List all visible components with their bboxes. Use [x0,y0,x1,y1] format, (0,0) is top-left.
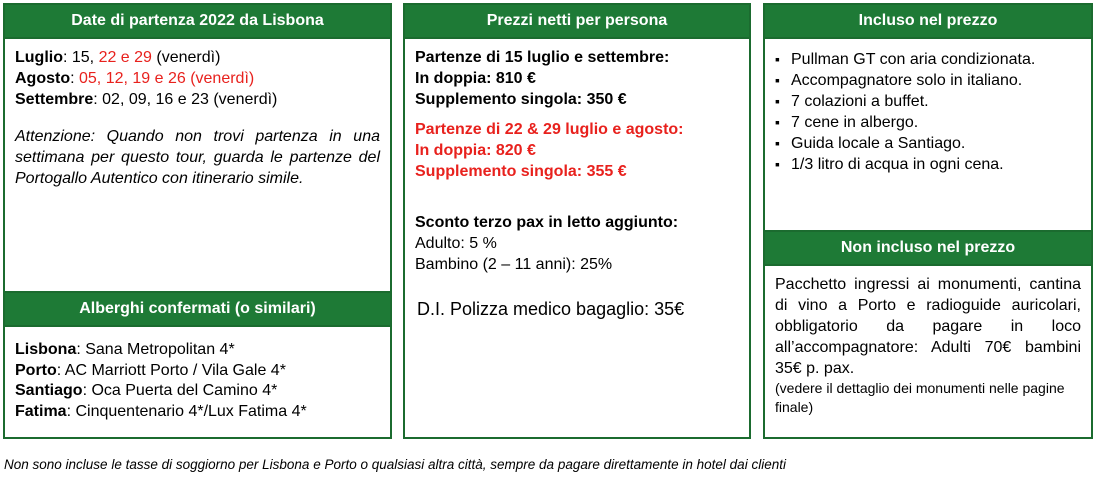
hotel-name: : Oca Puerta del Camino 4* [82,382,278,399]
not-included-panel [763,230,1093,439]
hotel-name: : Cinquentenario 4*/Lux Fatima 4* [66,402,307,420]
departure-note: Attenzione: Quando non trovi partenza in una settimana per questo tour, guarda le partenze del Portogallo Autentico con itinerario simile. [15,128,380,187]
hotel-name: : Sana Metropolitan 4* [76,341,235,358]
price-group2-single: Supplemento singola: 355 € [415,163,627,180]
agosto-line [15,68,380,89]
luglio-red-dates: 22 e 29 [98,49,152,66]
discount-adult: Adulto: 5 % [415,235,497,252]
hotel-row [15,381,380,402]
not-included-body [765,266,1091,425]
included-title: Incluso nel prezzo [765,5,1091,39]
hotel-row [15,361,380,382]
hotels-title: Alberghi confermati (o similari) [5,293,390,327]
hotel-row [15,340,380,361]
price-group1-double: In doppia: 810 € [415,70,536,87]
included-item: ▪ 1/3 litro di acqua in ogni cena. [775,154,1081,175]
included-item: ▪ Accompagnatore solo in italiano. [775,70,1081,91]
not-included-title: Non incluso nel prezzo [765,232,1091,266]
hotels-list [5,327,390,430]
settembre-line [15,89,380,110]
departure-dates-panel [3,3,392,293]
spacer [415,182,739,212]
hotel-city: Porto [15,361,57,379]
prices-panel [403,3,751,439]
price-group1-single: Supplemento singola: 350 € [415,91,627,108]
hotels-panel [3,291,392,439]
spacer [415,110,739,119]
luglio-line [15,47,380,68]
included-item: ▪ 7 cene in albergo. [775,112,1081,133]
included-panel [763,3,1093,232]
price-group1-heading: Partenze di 15 luglio e settembre: [415,49,670,66]
price-group2-double: In doppia: 820 € [415,142,536,159]
departure-dates-title: Date di partenza 2022 da Lisbona [5,5,390,39]
included-body [765,39,1091,183]
luglio-label: Luglio [15,49,63,66]
footer-note: Non sono incluse le tasse di soggiorno per Lisbona e Porto o qualsiasi altra città, sempre da pagare direttamente in hotel dai clienti [4,457,786,472]
not-included-note: (vedere il dettaglio dei monumenti nelle pagine finale) [775,380,1065,415]
luglio-day: (venerdì) [151,49,221,66]
not-included-text: Pacchetto ingressi ai monumenti, cantina di vino a Porto e radioguide auricolari, obbligatorio da pagare in loco all’accompagnatore: Adulti 70€ bambini 35€ p. pax. [775,276,1081,377]
discount-heading: Sconto terzo pax in letto aggiunto: [415,214,679,231]
departure-dates-body [5,39,390,197]
included-item: ▪ 7 colazioni a buffet. [775,91,1081,112]
settembre-label: Settembre [15,91,94,108]
prices-body [405,39,749,328]
agosto-label: Agosto [15,70,71,87]
hotel-city: Lisbona [15,341,77,358]
included-item: ▪ Pullman GT con aria condizionata. [775,49,1081,70]
hotel-city: Fatima [15,402,67,420]
hotel-city: Santiago [15,382,83,399]
agosto-red-dates: 05, 12, 19 e 26 (venerdì) [79,70,255,87]
included-item: ▪ Guida locale a Santiago. [775,133,1081,154]
discount-child: Bambino (2 – 11 anni): 25% [415,256,613,273]
price-group2-heading: Partenze di 22 & 29 luglio e agosto: [415,121,684,138]
prices-title: Prezzi netti per persona [405,5,749,39]
spacer [15,110,380,126]
hotel-name: : AC Marriott Porto / Vila Gale 4* [56,361,286,379]
settembre-dates: : 02, 09, 16 e 23 (venerdì) [93,91,278,108]
agosto-colon: : [70,70,79,87]
spacer [415,275,739,299]
luglio-dates: : 15, [62,49,99,66]
insurance-price: D.I. Polizza medico bagaglio: 35€ [417,299,685,319]
included-list [775,49,1081,175]
hotel-row [15,402,380,423]
